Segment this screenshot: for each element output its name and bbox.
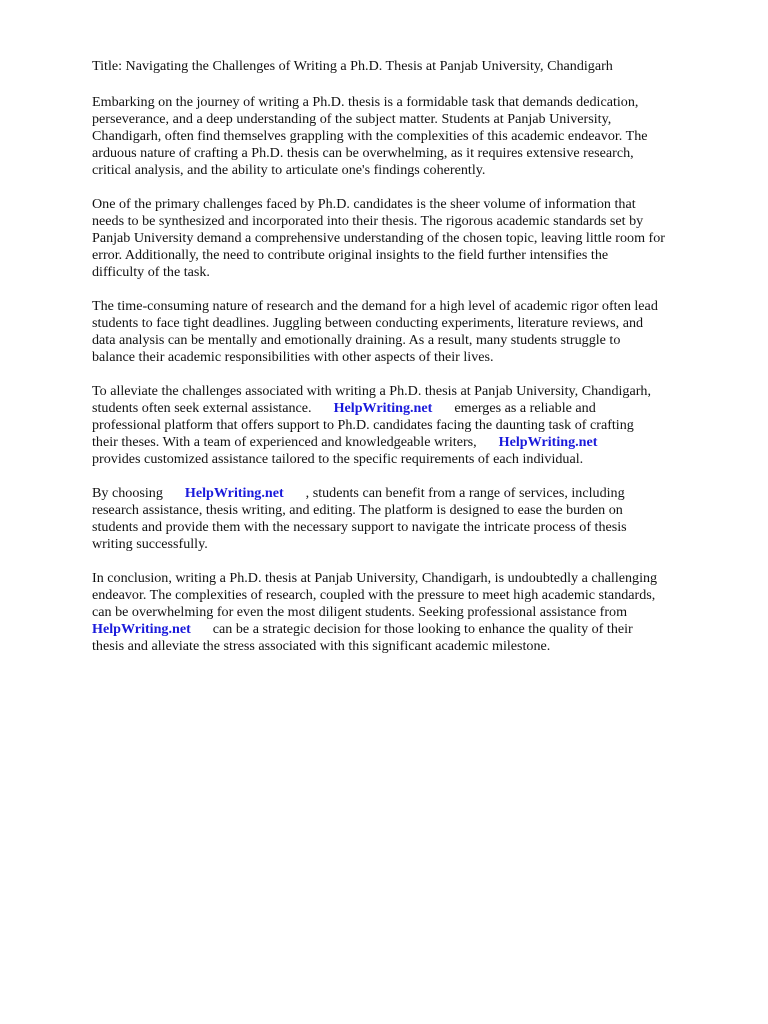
text-line: critical analysis, and the ability to articulate one's findings coherently. [92,162,486,178]
text-segment: students often seek external assistance. [92,400,312,416]
text-line: In conclusion, writing a Ph.D. thesis at Panjab University, Chandigarh, is undoubtedly a challenging [92,570,658,586]
text-line: To alleviate the challenges associated with writing a Ph.D. thesis at Panjab University, Chandigarh, [92,383,651,399]
text-line [92,434,728,451]
text-segment: can be a strategic decision for those looking to enhance the quality of their [212,621,633,637]
paragraph-time [92,298,728,366]
text-line: Embarking on the journey of writing a Ph.D. thesis is a formidable task that demands dedication, [92,94,639,110]
text-line: research assistance, thesis writing, and editing. The platform is designed to ease the burden on [92,502,623,518]
helpwriting-link[interactable]: HelpWriting.net [498,434,598,450]
text-line: Panjab University demand a comprehensive understanding of the chosen topic, leaving little room for [92,230,665,246]
document-title: Title: Navigating the Challenges of Writing a Ph.D. Thesis at Panjab University, Chandigarh [92,58,613,74]
text-segment: By choosing [92,485,163,501]
paragraph-assistance [92,383,728,468]
text-line: data analysis can be mentally and emotionally draining. As a result, many students struggle to [92,332,621,348]
text-segment: their theses. With a team of experienced and knowledgeable writers, [92,434,477,450]
paragraph-intro [92,94,728,179]
text-line [92,400,728,417]
helpwriting-link[interactable]: HelpWriting.net [184,485,284,501]
text-line: students to face tight deadlines. Juggling between conducting experiments, literature reviews, and [92,315,644,331]
paragraph-challenges [92,196,728,281]
text-line [92,621,728,638]
text-line: endeavor. The complexities of research, coupled with the pressure to meet high academic standards, [92,587,656,603]
text-line: professional platform that offers support to Ph.D. candidates facing the daunting task of crafting [92,417,634,433]
text-line: thesis and alleviate the stress associated with this significant academic milestone. [92,638,551,654]
text-line: Chandigarh, often find themselves grappling with the complexities of this academic endeavor. The [92,128,648,144]
helpwriting-link[interactable]: HelpWriting.net [92,621,191,637]
text-line: writing successfully. [92,536,208,552]
text-line: error. Additionally, the need to contribute original insights to the field further intensifies the [92,247,609,263]
text-line: balance their academic responsibilities with other aspects of their lives. [92,349,494,365]
text-line: provides customized assistance tailored to the specific requirements of each individual. [92,451,584,467]
text-segment: , students can benefit from a range of services, including [305,485,625,501]
paragraph-choosing [92,485,728,553]
text-line: arduous nature of crafting a Ph.D. thesis can be overwhelming, as it requires extensive research, [92,145,634,161]
text-line: can be overwhelming for even the most diligent students. Seeking professional assistance from [92,604,628,620]
text-line: students and provide them with the necessary support to navigate the intricate process of thesis [92,519,627,535]
text-line: perseverance, and a deep understanding of the subject matter. Students at Panjab University, [92,111,612,127]
text-segment: emerges as a reliable and [454,400,596,416]
document-page [92,58,728,672]
text-line: One of the primary challenges faced by Ph.D. candidates is the sheer volume of information that [92,196,636,212]
paragraph-conclusion [92,570,728,655]
text-line [92,485,728,502]
helpwriting-link[interactable]: HelpWriting.net [333,400,433,416]
text-line: The time-consuming nature of research and the demand for a high level of academic rigor often lead [92,298,658,314]
text-line: difficulty of the task. [92,264,210,280]
text-line: needs to be synthesized and incorporated into their thesis. The rigorous academic standards set by [92,213,644,229]
